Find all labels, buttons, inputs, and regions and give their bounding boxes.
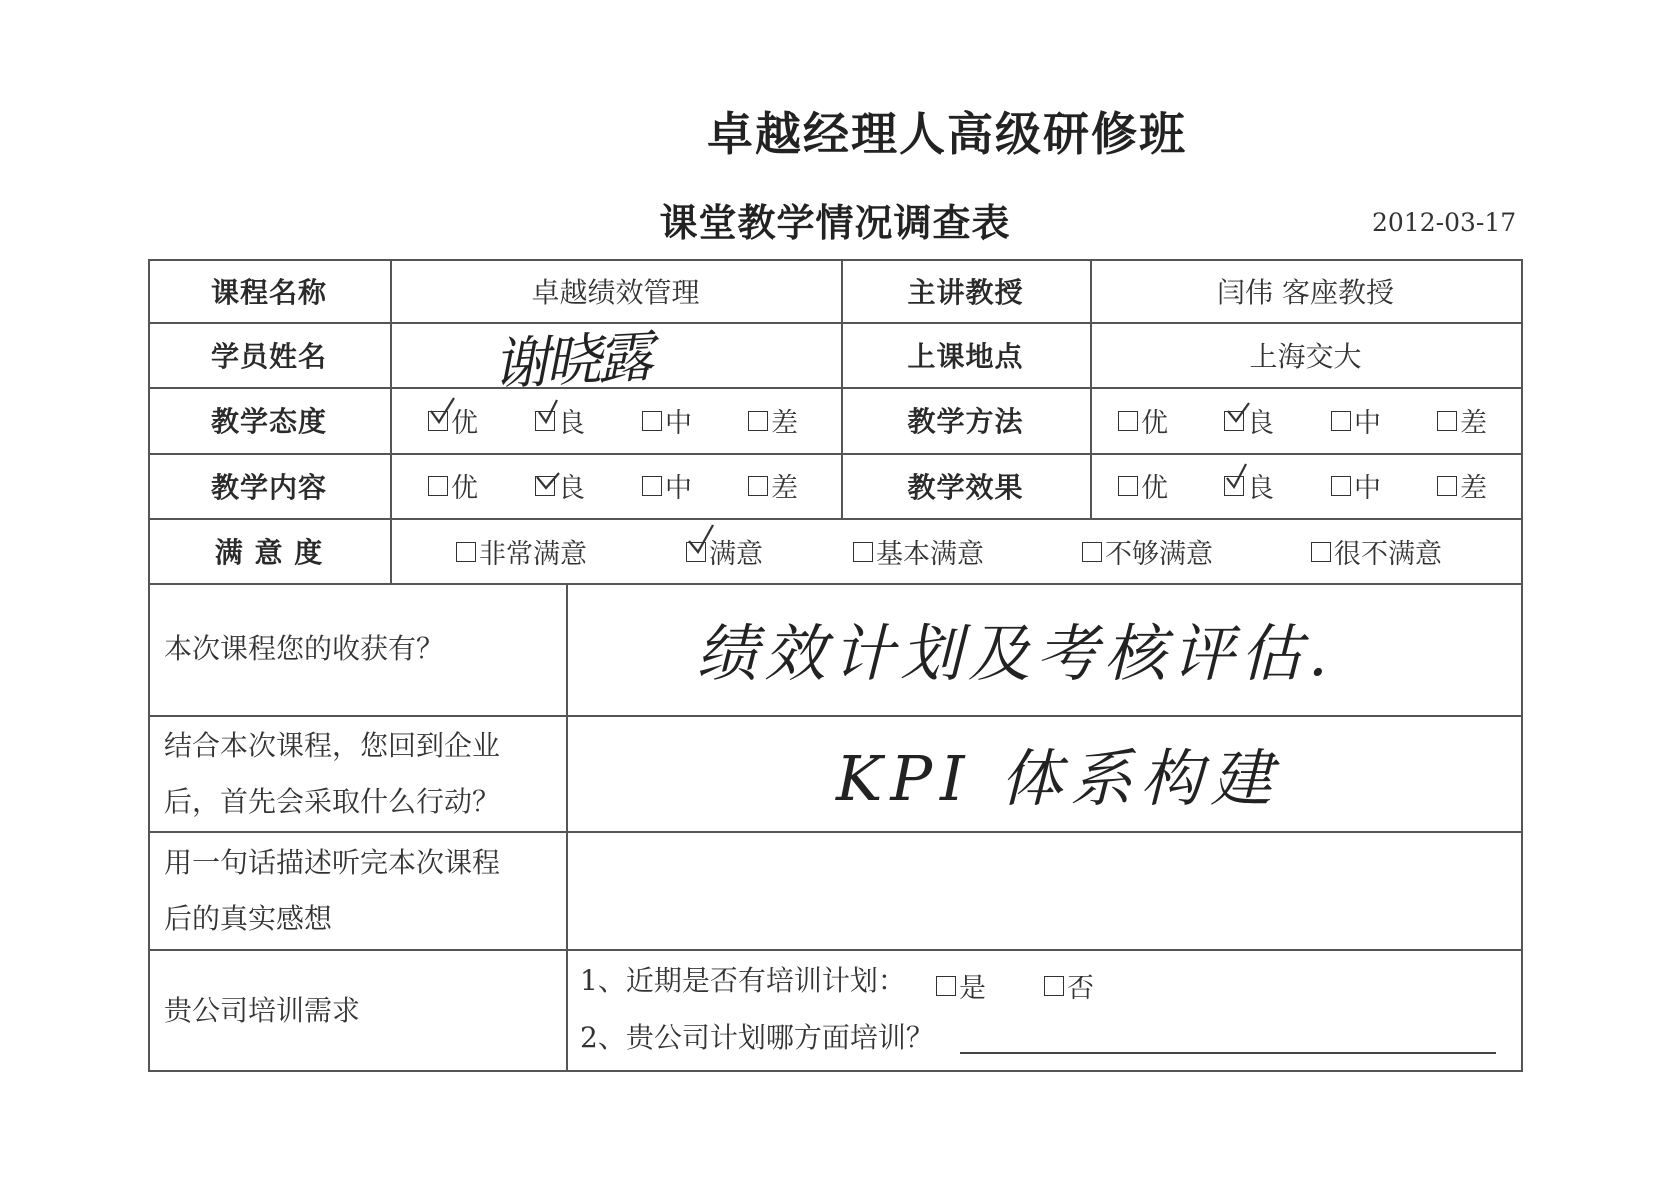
satisfaction-option-not-enough[interactable]: 不够满意 — [1082, 532, 1213, 571]
satisfaction-option-very-dissatisfied[interactable]: 很不满意 — [1311, 532, 1442, 571]
training-plan-question: 1、近期是否有培训计划： — [580, 964, 906, 997]
survey-table — [148, 259, 1523, 1072]
teaching-attitude-label: 教学态度 — [210, 405, 327, 438]
training-area-blank[interactable] — [960, 1052, 1496, 1054]
training-plan-yes[interactable]: 是 — [936, 966, 986, 1005]
teaching-content-label: 教学内容 — [210, 470, 327, 504]
check-mark-icon — [689, 525, 713, 552]
answer-gains-handwriting: 绩效计划及考核评估. — [696, 617, 1334, 690]
location-label: 上课地点 — [907, 339, 1024, 373]
effect-option-average[interactable]: 中 — [1331, 466, 1381, 505]
satisfaction-label: 满 意 度 — [214, 535, 324, 569]
teaching-effect-label: 教学效果 — [907, 470, 1024, 504]
teaching-method-label: 教学方法 — [907, 405, 1024, 438]
satisfaction-option-basically-satisfied[interactable]: 基本满意 — [853, 532, 984, 571]
check-mark-icon — [1228, 403, 1249, 421]
question-action-label-line2: 后，首先会采取什么行动？ — [164, 785, 501, 818]
course-name-value: 卓越绩效管理 — [531, 275, 700, 309]
student-name-handwriting: 谢晓露 — [491, 324, 651, 399]
location-value: 上海交大 — [1249, 339, 1362, 373]
course-name-label: 课程名称 — [210, 275, 327, 309]
effect-option-poor[interactable]: 差 — [1437, 466, 1487, 505]
document-title: 卓越经理人高级研修班 — [707, 107, 1187, 161]
method-option-good[interactable]: 良 — [1224, 401, 1274, 440]
training-needs-label: 贵公司培训需求 — [164, 994, 361, 1027]
question-gains-label: 本次课程您的收获有？ — [164, 632, 445, 665]
lecturer-value: 闫伟 客座教授 — [1217, 275, 1394, 309]
content-option-average[interactable]: 中 — [642, 466, 692, 505]
training-area-question: 2、贵公司计划哪方面培训？ — [580, 1021, 934, 1054]
lecturer-label: 主讲教授 — [907, 275, 1024, 309]
answer-action-handwriting: KPI 体系构建 — [836, 742, 1281, 815]
attitude-option-poor[interactable]: 差 — [748, 401, 798, 440]
satisfaction-option-very-satisfied[interactable]: 非常满意 — [456, 532, 587, 571]
document-subtitle: 课堂教学情况调查表 — [659, 201, 1011, 245]
attitude-option-average[interactable]: 中 — [642, 401, 692, 440]
content-option-excellent[interactable]: 优 — [428, 466, 478, 505]
method-option-average[interactable]: 中 — [1331, 401, 1381, 440]
content-option-good[interactable]: 良 — [535, 466, 585, 505]
method-option-excellent[interactable]: 优 — [1118, 401, 1168, 440]
check-mark-icon — [431, 398, 454, 422]
document-date: 2012-03-17 — [1372, 208, 1517, 237]
attitude-option-excellent[interactable]: 优 — [428, 401, 478, 440]
method-option-poor[interactable]: 差 — [1437, 401, 1487, 440]
checkbox[interactable] — [936, 976, 956, 996]
satisfaction-option-satisfied[interactable]: 满意 — [686, 532, 763, 571]
content-option-poor[interactable]: 差 — [748, 466, 798, 505]
effect-option-good[interactable]: 良 — [1224, 466, 1274, 505]
question-feeling-label-line1: 用一句话描述听完本次课程 — [164, 846, 501, 879]
training-plan-no[interactable]: 否 — [1044, 966, 1094, 1005]
effect-option-excellent[interactable]: 优 — [1118, 466, 1168, 505]
checkbox[interactable] — [1044, 976, 1064, 996]
attitude-option-good[interactable]: 良 — [535, 401, 585, 440]
check-mark-icon — [537, 473, 559, 488]
student-name-label: 学员姓名 — [210, 339, 327, 373]
check-mark-icon — [539, 400, 557, 422]
question-action-label-line1: 结合本次课程，您回到企业 — [164, 729, 501, 762]
check-mark-icon — [1227, 464, 1246, 487]
question-feeling-label-line2: 后的真实感想 — [164, 902, 333, 935]
